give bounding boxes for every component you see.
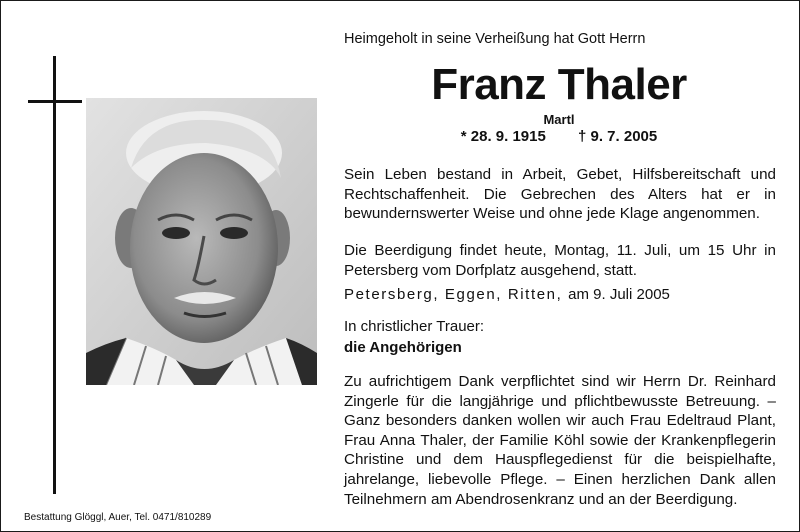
portrait-photo — [86, 98, 317, 385]
life-dates — [344, 128, 774, 145]
mourning-line: In christlicher Trauer: — [344, 318, 485, 335]
nickname: Martl — [543, 112, 575, 127]
deceased-name: Franz Thaler — [431, 60, 687, 109]
funeral-home-credit: Bestattung Glöggl, Auer, Tel. 0471/810289 — [24, 512, 212, 523]
relatives: die Angehörigen — [344, 339, 462, 356]
cross-icon-bar — [28, 100, 82, 103]
death-date: † 9. 7. 2005 — [578, 128, 658, 145]
mourning-block — [344, 316, 776, 358]
birth-date: * 28. 9. 1915 — [460, 128, 546, 145]
thanks-paragraph: Zu aufrichtigem Dank verpflichtet sind wir Herrn Dr. Reinhard Zingerle für die langjährige und pflichtbewusste Betreuung. – Ganz besonders danken wollen wir auch Frau Edeltraud Plant, Frau Anna Thaler, der Familie Köhl sowie der Krankenpflegerin Christine und dem Hauspflegedienst für die beispielhafte, jahrelange, liebevolle Pflege. – Einen herzlichen Dank allen Teilnehmern am Abendrosenkranz und an der Beerdigung. — [344, 373, 776, 508]
intro-line: Heimgeholt in seine Verheißung hat Gott Herrn — [344, 31, 646, 47]
life-paragraph: Sein Leben bestand in Arbeit, Gebet, Hilfsbereitschaft und Rechtschaffenheit. Die Gebrechen des Alters hat er in bewundernswerter Weise und ohne jede Klage angenommen. — [344, 166, 776, 223]
place-date: am 9. Juli 2005 — [568, 286, 670, 303]
cross-icon — [53, 56, 56, 494]
funeral-paragraph: Die Beerdigung findet heute, Montag, 11. Juli, um 15 Uhr in Petersberg vom Dorfplatz ausgehend, statt. — [344, 242, 776, 279]
place-date-line — [344, 286, 776, 303]
place: Petersberg, Eggen, Ritten, — [344, 286, 563, 303]
